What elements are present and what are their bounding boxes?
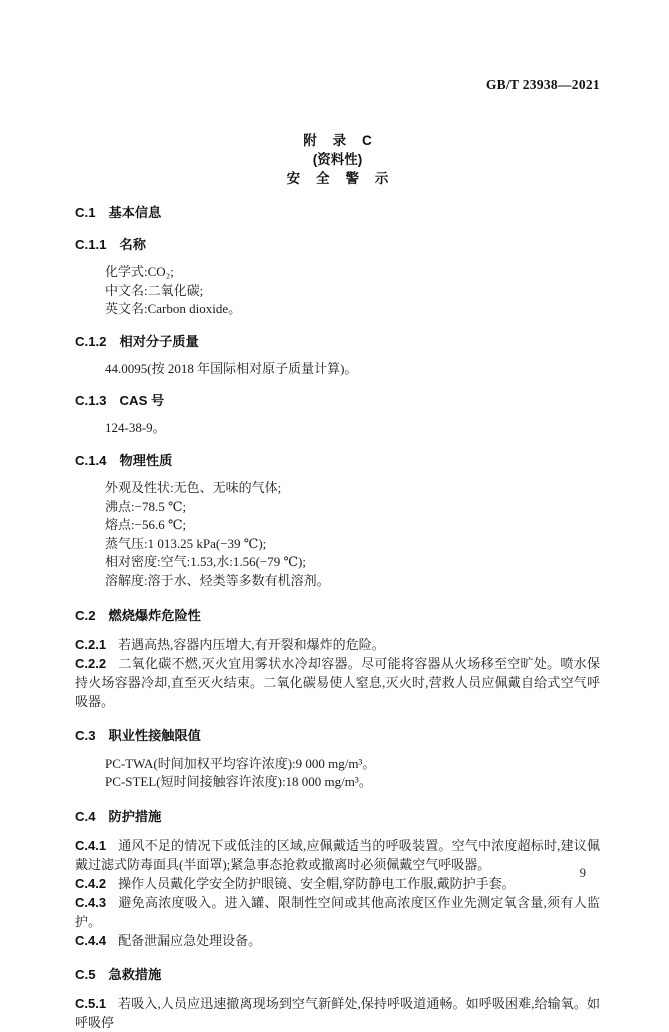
clause-c4-1 [75, 836, 600, 874]
clause-c2-1 [75, 635, 600, 654]
clause-text: 配备泄漏应急处理设备。 [118, 932, 262, 948]
section-number: C.5 [75, 966, 96, 982]
section-number: C.1.2 [75, 333, 107, 349]
section-number: C.3 [75, 727, 96, 743]
solubility-line: 溶解度:溶于水、烃类等多数有机溶剂。 [105, 572, 330, 588]
section-title: CAS 号 [119, 393, 165, 409]
appearance-line: 外观及性状:无色、无味的气体; [105, 479, 282, 495]
appendix-title-line3: 安 全 警 示 [286, 171, 395, 186]
section-heading-c3 [75, 727, 600, 745]
section-title: 名称 [119, 237, 146, 252]
section-heading-c4 [75, 808, 600, 826]
clause-text: 二氧化碳不燃,灭火宜用雾状水冷却容器。尽可能将容器从火场移至空旷处。喷水保持火场容器冷却,直至灭火结束。二氧化碳易使人窒息,灭火时,营救人员应佩戴自给式空气呼吸器。 [75, 655, 600, 709]
section-number: C.1 [75, 205, 96, 220]
section-heading-c2 [75, 607, 600, 625]
melting-point-line: 熔点:−56.6 ℃; [105, 517, 187, 533]
clause-c2-2 [75, 654, 600, 711]
pc-twa-line: PC-TWA(时间加权平均容许浓度):9 000 mg/m³。 [105, 755, 376, 771]
cas-number-line: 124-38-9。 [105, 420, 166, 436]
clause-text: 避免高浓度吸入。进入罐、限制性空间或其他高浓度区作业先测定氧含量,须有人监护。 [75, 894, 600, 929]
clause-number: C.2.1 [75, 636, 107, 652]
section-heading-c1-1 [75, 236, 600, 254]
section-title: 防护措施 [108, 808, 162, 824]
chemical-formula-line: 化学式:CO₂; [105, 264, 174, 279]
molecular-mass-line: 44.0095(按 2018 年国际相对原子质量计算)。 [105, 360, 358, 376]
appendix-title-block [75, 0, 600, 188]
physical-properties-list [75, 479, 600, 591]
english-name-line: 英文名:Carbon dioxide。 [105, 301, 242, 317]
section-number: C.1.4 [75, 452, 107, 468]
pc-stel-line: PC-STEL(短时间接触容许浓度):18 000 mg/m³。 [105, 774, 372, 790]
section-title: 物理性质 [119, 452, 173, 468]
section-title: 相对分子质量 [119, 333, 199, 349]
clause-number: C.4.4 [75, 932, 107, 948]
clause-number: C.5.1 [75, 995, 107, 1011]
clause-c5-1 [75, 994, 600, 1032]
boiling-point-line: 沸点:−78.5 ℃; [105, 498, 187, 514]
exposure-limit-list [75, 755, 600, 792]
cas-number-list [75, 419, 600, 438]
section-number: C.4 [75, 808, 96, 824]
clause-text: 若遇高热,容器内压增大,有开裂和爆炸的危险。 [118, 636, 385, 652]
molecular-mass-list [75, 360, 600, 379]
section-heading-c1-2 [75, 333, 600, 351]
clause-text: 操作人员戴化学安全防护眼镜、安全帽,穿防静电工作服,戴防护手套。 [118, 875, 515, 891]
clause-number: C.4.3 [75, 894, 107, 910]
clause-text: 若吸入,人员应迅速撤离现场到空气新鲜处,保持呼吸道通畅。如呼吸困难,给输氧。如呼吸停 [75, 995, 600, 1030]
section-title: 职业性接触限值 [108, 727, 201, 743]
name-info-list [75, 263, 600, 319]
appendix-title-line2: (资料性) [312, 152, 363, 167]
clause-c4-4 [75, 931, 600, 950]
clause-number: C.2.2 [75, 655, 107, 671]
vapor-pressure-line: 蒸气压:1 013.25 kPa(−39 ℃); [105, 535, 267, 551]
section-number: C.2 [75, 607, 96, 623]
page-number: 9 [579, 866, 586, 880]
section-heading-c1-4 [75, 452, 600, 470]
section-heading-c1 [75, 204, 600, 222]
section-heading-c5 [75, 966, 600, 984]
clause-number: C.4.1 [75, 837, 107, 853]
chinese-name-line: 中文名:二氧化碳; [105, 282, 204, 298]
clause-c4-3 [75, 893, 600, 931]
section-title: 燃烧爆炸危险性 [108, 607, 201, 623]
clause-c4-2 [75, 874, 600, 893]
section-title: 急救措施 [108, 966, 162, 982]
section-number: C.1.1 [75, 237, 107, 252]
section-title: 基本信息 [108, 205, 162, 220]
relative-density-line: 相对密度:空气:1.53,水:1.56(−79 ℃); [105, 554, 306, 570]
clause-text: 通风不足的情况下或低洼的区域,应佩戴适当的呼吸装置。空气中浓度超标时,建议佩戴过滤式防毒面具(半面罩);紧急事态抢救或撤离时必须佩戴空气呼吸器。 [75, 837, 600, 872]
section-number: C.1.3 [75, 393, 107, 409]
standard-code: GB/T 23938—2021 [485, 77, 600, 92]
clause-number: C.4.2 [75, 875, 107, 891]
appendix-title-line1: 附 录 C [303, 133, 378, 148]
section-heading-c1-3 [75, 392, 600, 410]
